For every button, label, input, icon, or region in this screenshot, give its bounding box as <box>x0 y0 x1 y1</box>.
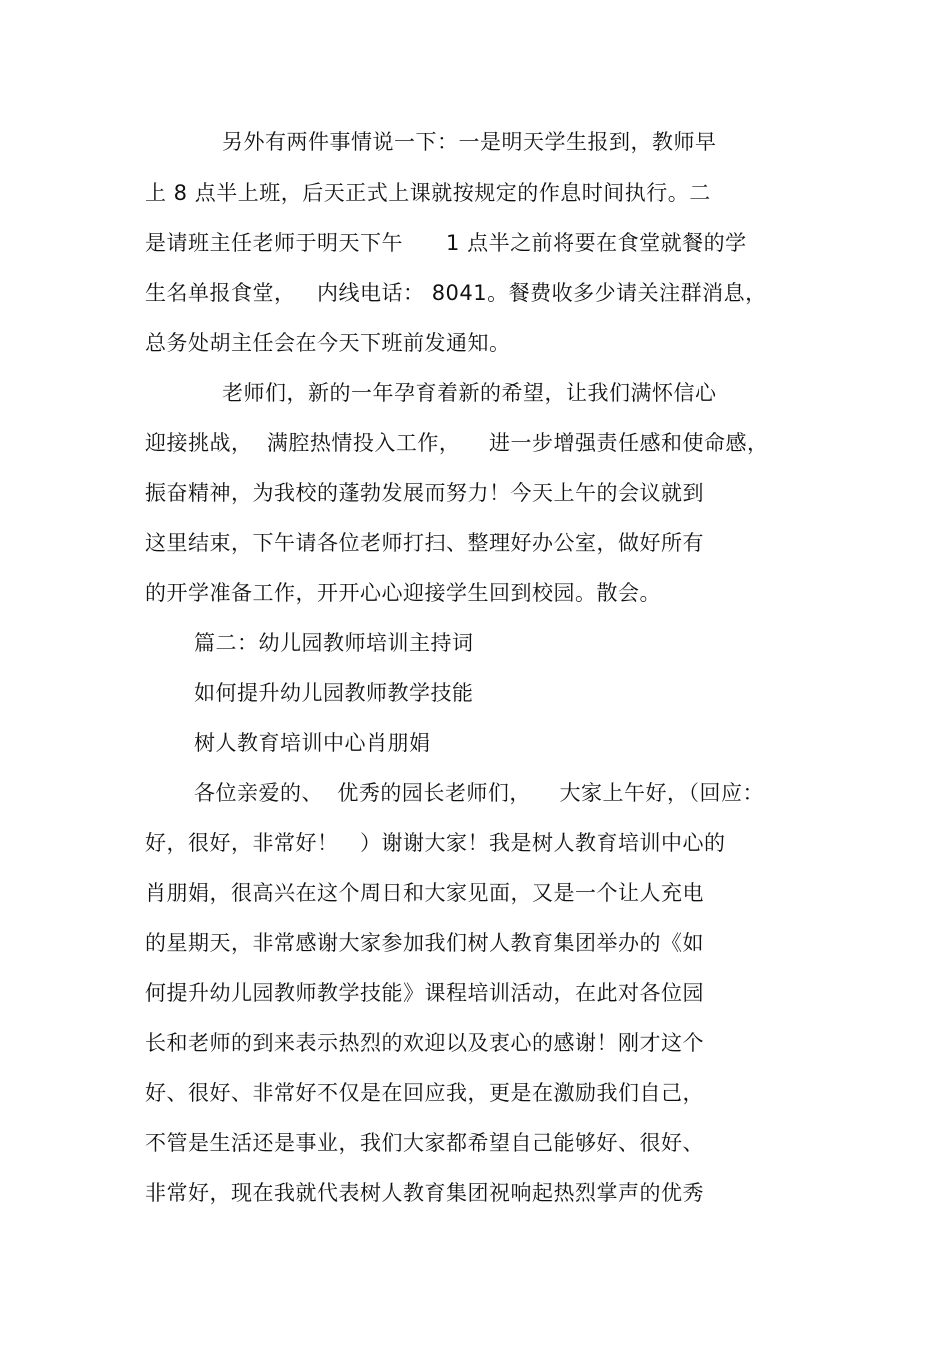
section-subtitle: 如何提升幼儿园教师教学技能 <box>194 681 474 705</box>
text-line: 何提升幼儿园教师教学技能》课程培训活动，在此对各位园 <box>145 981 704 1005</box>
text-line: 好、很好、非常好不仅是在回应我，更是在激励我们自己， <box>145 1081 704 1105</box>
text-line: 迎接挑战， 满腔热情投入工作， 进一步增强责任感和使命感， <box>145 431 769 455</box>
text-line: 的星期天，非常感谢大家参加我们树人教育集团举办的《如 <box>145 931 704 955</box>
text-line: 非常好，现在我就代表树人教育集团祝响起热烈掌声的优秀 <box>145 1181 704 1205</box>
author-line: 树人教育培训中心肖朋娟 <box>194 731 431 755</box>
text-line: 振奋精神，为我校的蓬勃发展而努力！今天上午的会议就到 <box>145 481 704 505</box>
text-line: 不管是生活还是事业，我们大家都希望自己能够好、很好、 <box>145 1131 704 1155</box>
text-line: 总务处胡主任会在今天下班前发通知。 <box>145 331 511 355</box>
text-line: 是请班主任老师于明天下午 1 点半之前将要在食堂就餐的学 <box>145 231 747 255</box>
text-line: 肖朋娟，很高兴在这个周日和大家见面，又是一个让人充电 <box>145 881 704 905</box>
text-line: 这里结束，下午请各位老师打扫、整理好办公室，做好所有 <box>145 531 704 555</box>
text-line: 各位亲爱的、 优秀的园长老师们， 大家上午好，（回应： <box>194 781 765 805</box>
text-line: 好，很好，非常好！ ）谢谢大家！我是树人教育培训中心的 <box>145 831 726 855</box>
text-line: 另外有两件事情说一下：一是明天学生报到，教师早 <box>222 130 717 154</box>
text-line: 上 8 点半上班，后天正式上课就按规定的作息时间执行。二 <box>145 181 711 205</box>
section-heading: 篇二：幼儿园教师培训主持词 <box>194 631 474 655</box>
text-line: 老师们，新的一年孕育着新的希望，让我们满怀信心 <box>222 381 717 405</box>
text-line: 长和老师的到来表示热烈的欢迎以及衷心的感谢！刚才这个 <box>145 1031 704 1055</box>
text-line: 生名单报食堂， 内线电话： 8041。餐费收多少请关注群消息， <box>145 281 767 305</box>
text-line: 的开学准备工作，开开心心迎接学生回到校园。散会。 <box>145 581 661 605</box>
